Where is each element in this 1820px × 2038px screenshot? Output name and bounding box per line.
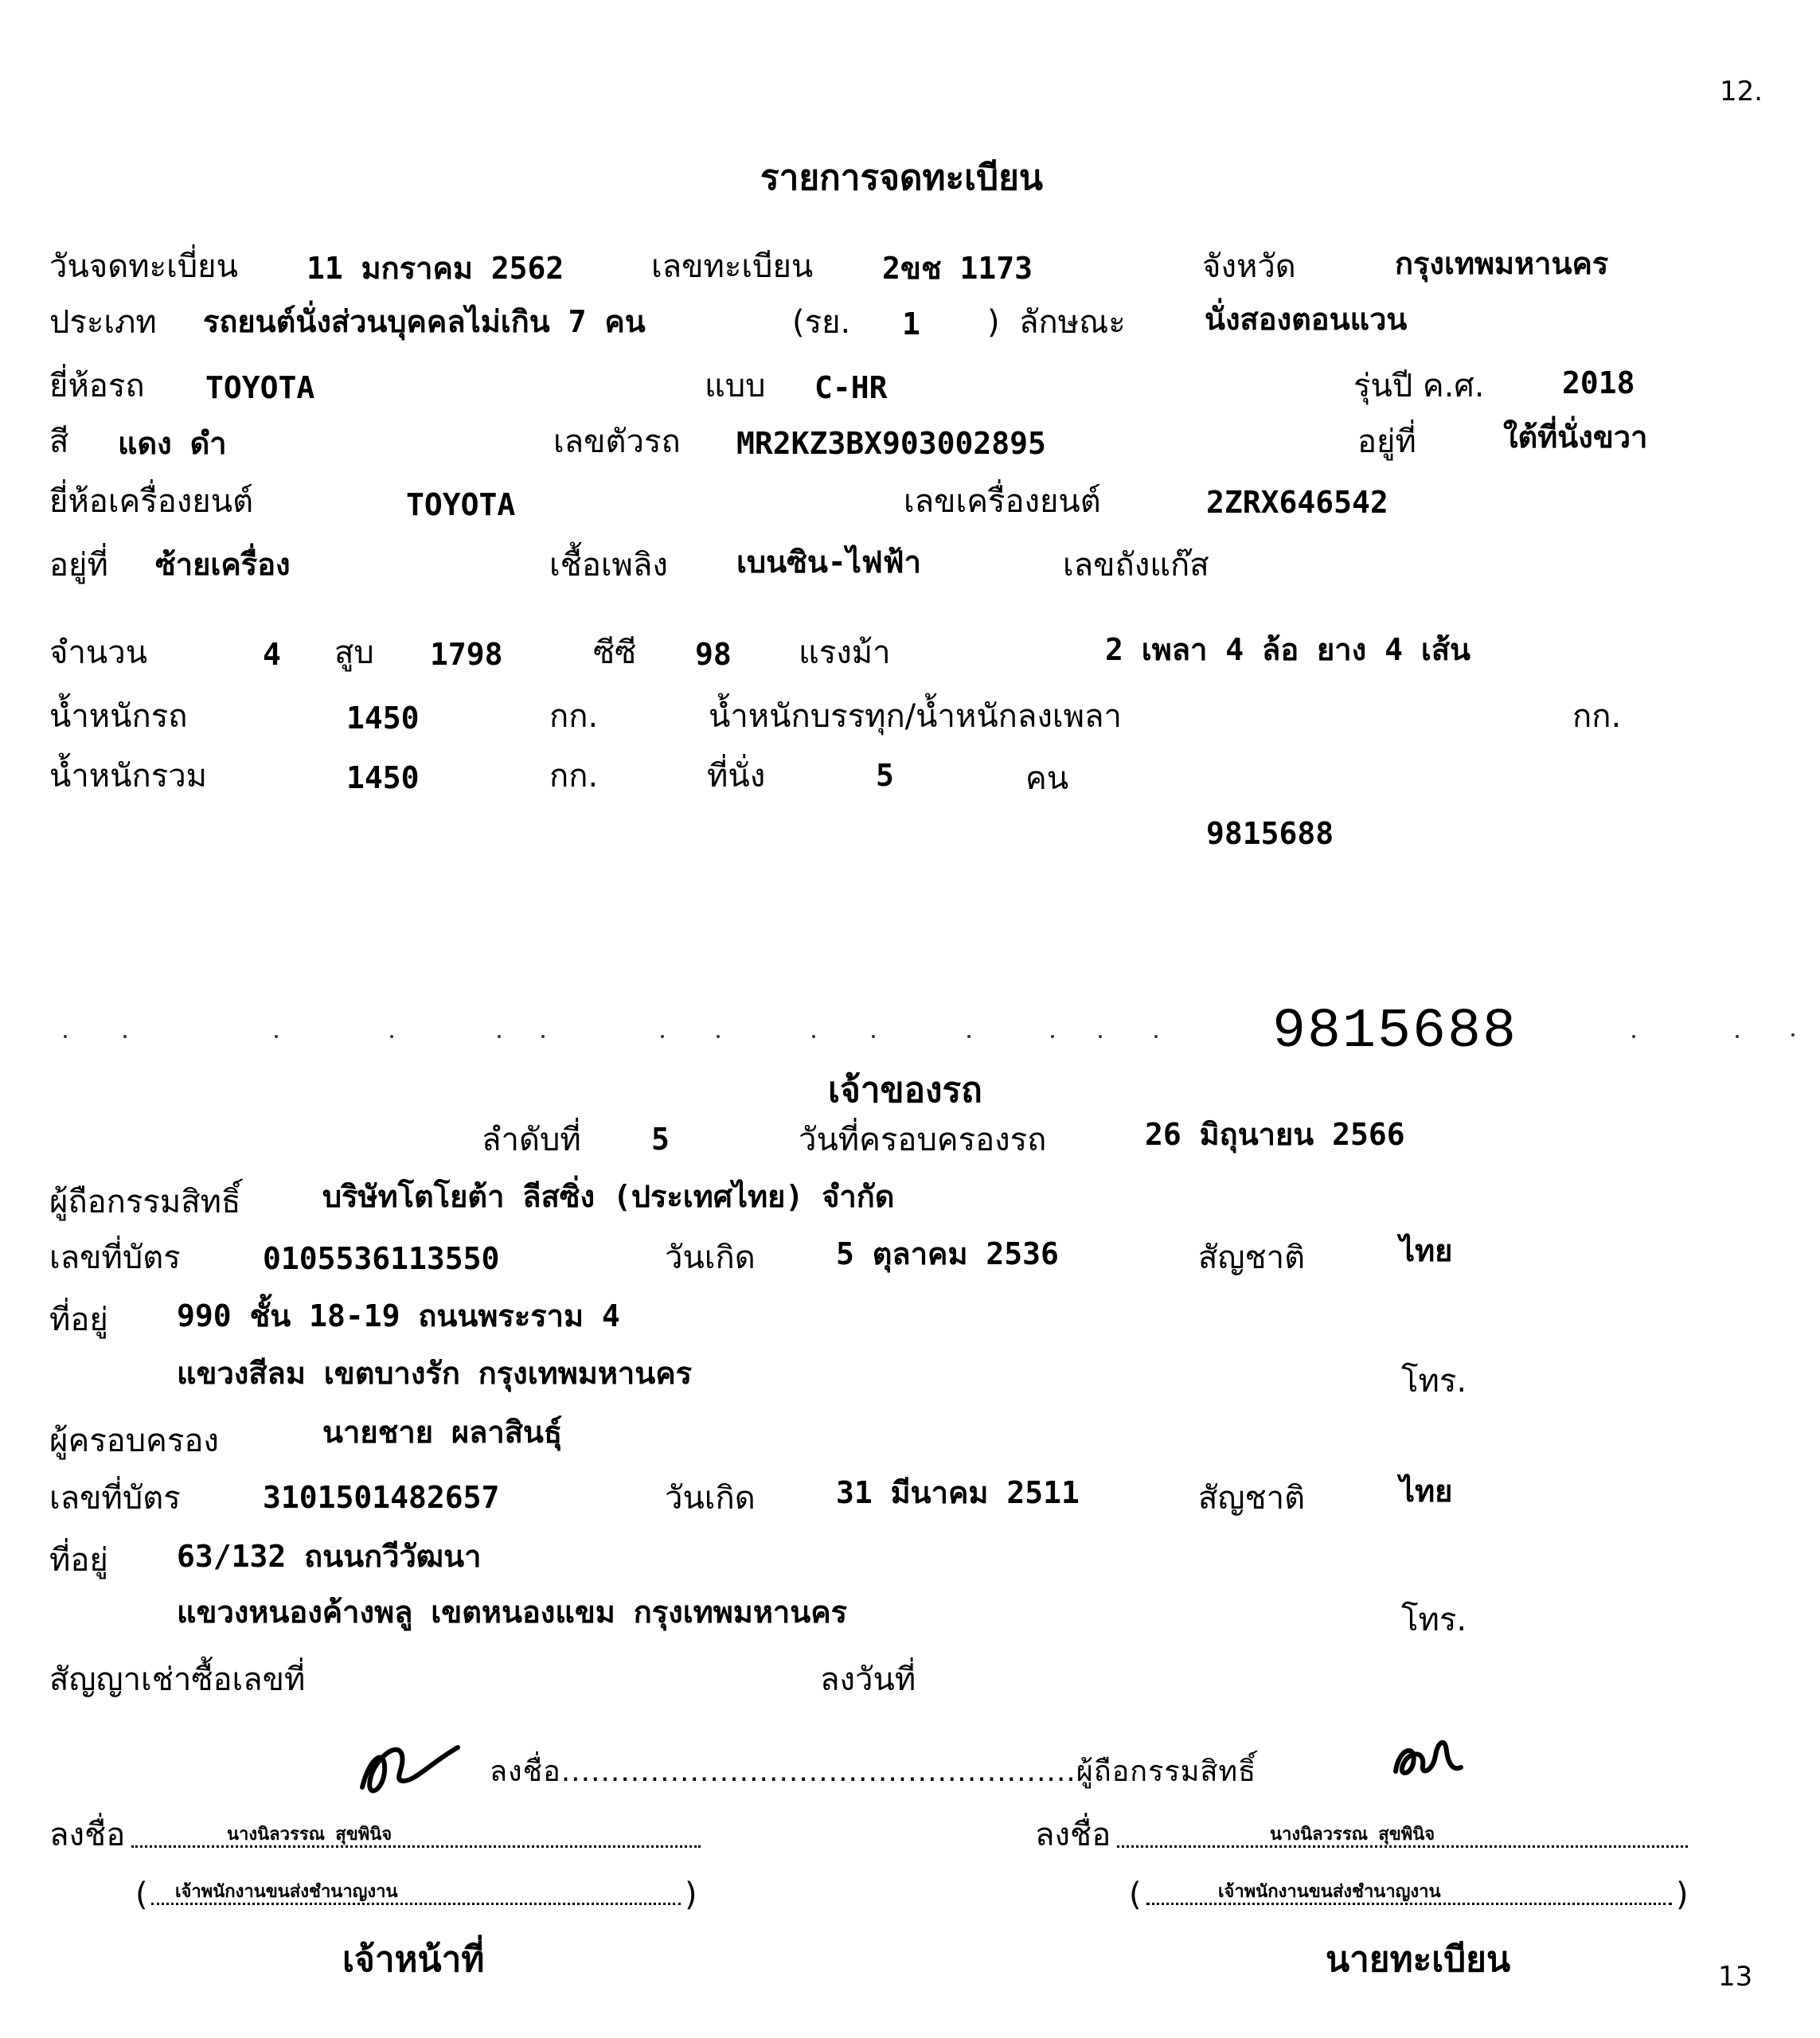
left-officer-name: นางนิลวรรณ สุขพินิจ [227,1825,393,1845]
registration-title: รายการจดทะเบียน [760,158,1043,198]
handwritten-signature-left [354,1732,466,1803]
load-label: น้ำหนักบรรทุก/น้ำหนักลงเพลา [709,698,1122,735]
seats-unit: คน [1025,760,1069,797]
horsepower-value: 98 [695,637,732,672]
cc-value: 1798 [430,637,503,672]
order-value: 5 [651,1122,670,1157]
handwritten-signature-right [1389,1728,1465,1787]
right-sign-dotted-line [1117,1845,1688,1848]
reference-number: 9815688 [1206,816,1334,851]
holder-nationality-label: สัญชาติ [1198,1240,1306,1276]
fuel-value: เบนซิน-ไฟฟ้า [736,545,921,580]
left-paren-open: ( [135,1876,148,1913]
year-value: 2018 [1562,365,1635,400]
holder-address-line1: 990 ชั้น 18-19 ถนนพระราม 4 [177,1298,620,1333]
ry-close: ) [987,304,1000,341]
holder-label: ผู้ถือกรรมสิทธิ์ [49,1184,241,1220]
year-label: รุ่นปี ค.ศ. [1353,368,1485,404]
nature-value: นั่งสองตอนแวน [1205,302,1408,337]
holder-address-label: ที่อยู่ [49,1302,108,1338]
left-sign-label: ลงชื่อ [49,1817,126,1853]
engine-number-label: เลขเครื่องยนต์ [904,483,1101,520]
holder-phone-label: โทร. [1401,1363,1467,1400]
contract-date-label: ลงวันที่ [820,1661,916,1698]
possessor-nationality-label: สัญชาติ [1198,1480,1306,1517]
owner-title: เจ้าของรถ [828,1070,982,1111]
engine-number-value: 2ZRX646542 [1206,485,1388,520]
holder-card-value: 0105536113550 [263,1241,500,1276]
reg-date-value: 11 มกราคม 2562 [307,251,564,286]
possessor-value: นายชาย ผลาสินธุ์ [322,1415,563,1450]
left-officer-position: เจ้าพนักงานขนส่งชำนาญงาน [175,1882,398,1902]
holder-birth-value: 5 ตุลาคม 2536 [836,1236,1059,1271]
engine-brand-value: TOYOTA [406,487,516,522]
possessor-birth-value: 31 มีนาคม 2511 [836,1475,1080,1510]
weight-unit: กก. [549,698,599,735]
engine-location-value: ซ้ายเครื่อง [155,547,291,582]
chassis-location-value: ใต้ที่นั่งขวา [1503,420,1648,455]
possessor-card-value: 3101501482657 [263,1480,500,1515]
ry-value: 1 [902,306,920,342]
right-officer-role: นายทะเบียน [1326,1939,1511,1980]
chassis-location-label: อยู่ที่ [1357,424,1416,460]
gas-tank-label: เลขถังแก๊ส [1063,547,1209,584]
total-weight-unit: กก. [549,758,599,795]
page-number-bottom: 13 [1718,1961,1753,1993]
type-label: ประเภท [49,304,157,341]
cylinder-label: สูบ [334,634,374,671]
color-value: แดง ดำ [118,426,227,461]
right-officer-name: นางนิลวรรณ สุขพินิจ [1270,1825,1435,1845]
engine-brand-label: ยี่ห้อเครื่องยนต์ [49,483,254,520]
horsepower-label: แรงม้า [799,634,891,671]
holder-address-line2: แขวงสีลม เขตบางรัก กรุงเทพมหานคร [177,1356,693,1391]
count-value: 4 [263,637,281,672]
weight-value: 1450 [346,701,420,736]
load-unit: กก. [1572,698,1622,735]
right-paren-open: ( [1129,1876,1142,1913]
total-weight-value: 1450 [346,760,420,795]
possessor-address-line1: 63/132 ถนนกวีวัฒนา [177,1539,482,1574]
holder-sign-line: ลงชื่อ....................................................ผู้ถือกรรมสิทธิ์ [490,1755,1257,1788]
right-officer-position: เจ้าพนักงานขนส่งชำนาญงาน [1218,1882,1441,1902]
plate-value: 2ขช 1173 [882,251,1033,286]
color-label: สี [49,424,69,460]
holder-birth-label: วันเกิด [665,1240,756,1276]
left-sign-dotted-line [131,1845,701,1848]
page-number-top: 12. [1720,76,1763,107]
order-label: ลำดับที่ [482,1122,581,1158]
model-value: C-HR [814,370,888,405]
chassis-label: เลขตัวรถ [553,424,681,460]
brand-label: ยี่ห้อรถ [49,368,145,404]
province-label: จังหวัด [1202,248,1296,285]
possession-date-label: วันที่ครอบครองรถ [799,1122,1047,1158]
holder-value: บริษัทโตโยต้า ลีสซิ่ง (ประเทศไทย) จำกัด [322,1179,895,1214]
plate-label: เลขทะเบียน [651,248,814,285]
possessor-label: ผู้ครอบครอง [49,1423,219,1459]
left-officer-role: เจ้าหน้าที่ [342,1939,485,1980]
province-value: กรุงเทพมหานคร [1395,246,1609,281]
brand-value: TOYOTA [205,370,315,405]
possessor-nationality-value: ไทย [1400,1474,1453,1509]
possessor-address-line2: แขวงหนองค้างพลู เขตหนองแขม กรุงเทพมหานคร [177,1595,848,1630]
right-sign-label: ลงชื่อ [1035,1817,1111,1853]
right-position-dotted-line [1146,1903,1672,1905]
seats-value: 5 [876,758,894,793]
cc-label: ซีซี [593,634,637,671]
nature-label: ลักษณะ [1019,304,1126,341]
count-label: จำนวน [49,634,148,671]
axles-value: 2 เพลา 4 ล้อ ยาง 4 เส้น [1105,632,1470,667]
possession-date-value: 26 มิถุนายน 2566 [1145,1117,1405,1152]
possessor-card-label: เลขที่บัตร [49,1480,181,1517]
left-position-dotted-line [151,1903,681,1905]
stamped-number: 9815688 [1272,1001,1518,1064]
possessor-phone-label: โทร. [1401,1602,1467,1638]
contract-number-label: สัญญาเช่าซื้อเลขที่ [49,1661,306,1698]
possessor-address-label: ที่อยู่ [49,1542,108,1579]
fuel-label: เชื้อเพลิง [549,547,668,584]
possessor-birth-label: วันเกิด [665,1480,756,1517]
type-value: รถยนต์นั่งส่วนบุคคลไม่เกิน 7 คน [203,304,646,339]
seats-label: ที่นั่ง [707,758,766,795]
total-weight-label: น้ำหนักรวม [49,758,208,795]
left-paren-close: ) [685,1876,697,1913]
reg-date-label: วันจดทะเบี่ยน [49,248,238,285]
right-paren-close: ) [1676,1876,1689,1913]
chassis-value: MR2KZ3BX903002895 [736,426,1046,461]
model-label: แบบ [705,368,766,404]
holder-card-label: เลขที่บัตร [49,1240,181,1276]
holder-nationality-value: ไทย [1400,1233,1453,1268]
engine-location-label: อยู่ที่ [49,547,108,584]
weight-label: น้ำหนักรถ [49,698,188,735]
ry-open: (รย. [792,304,851,341]
